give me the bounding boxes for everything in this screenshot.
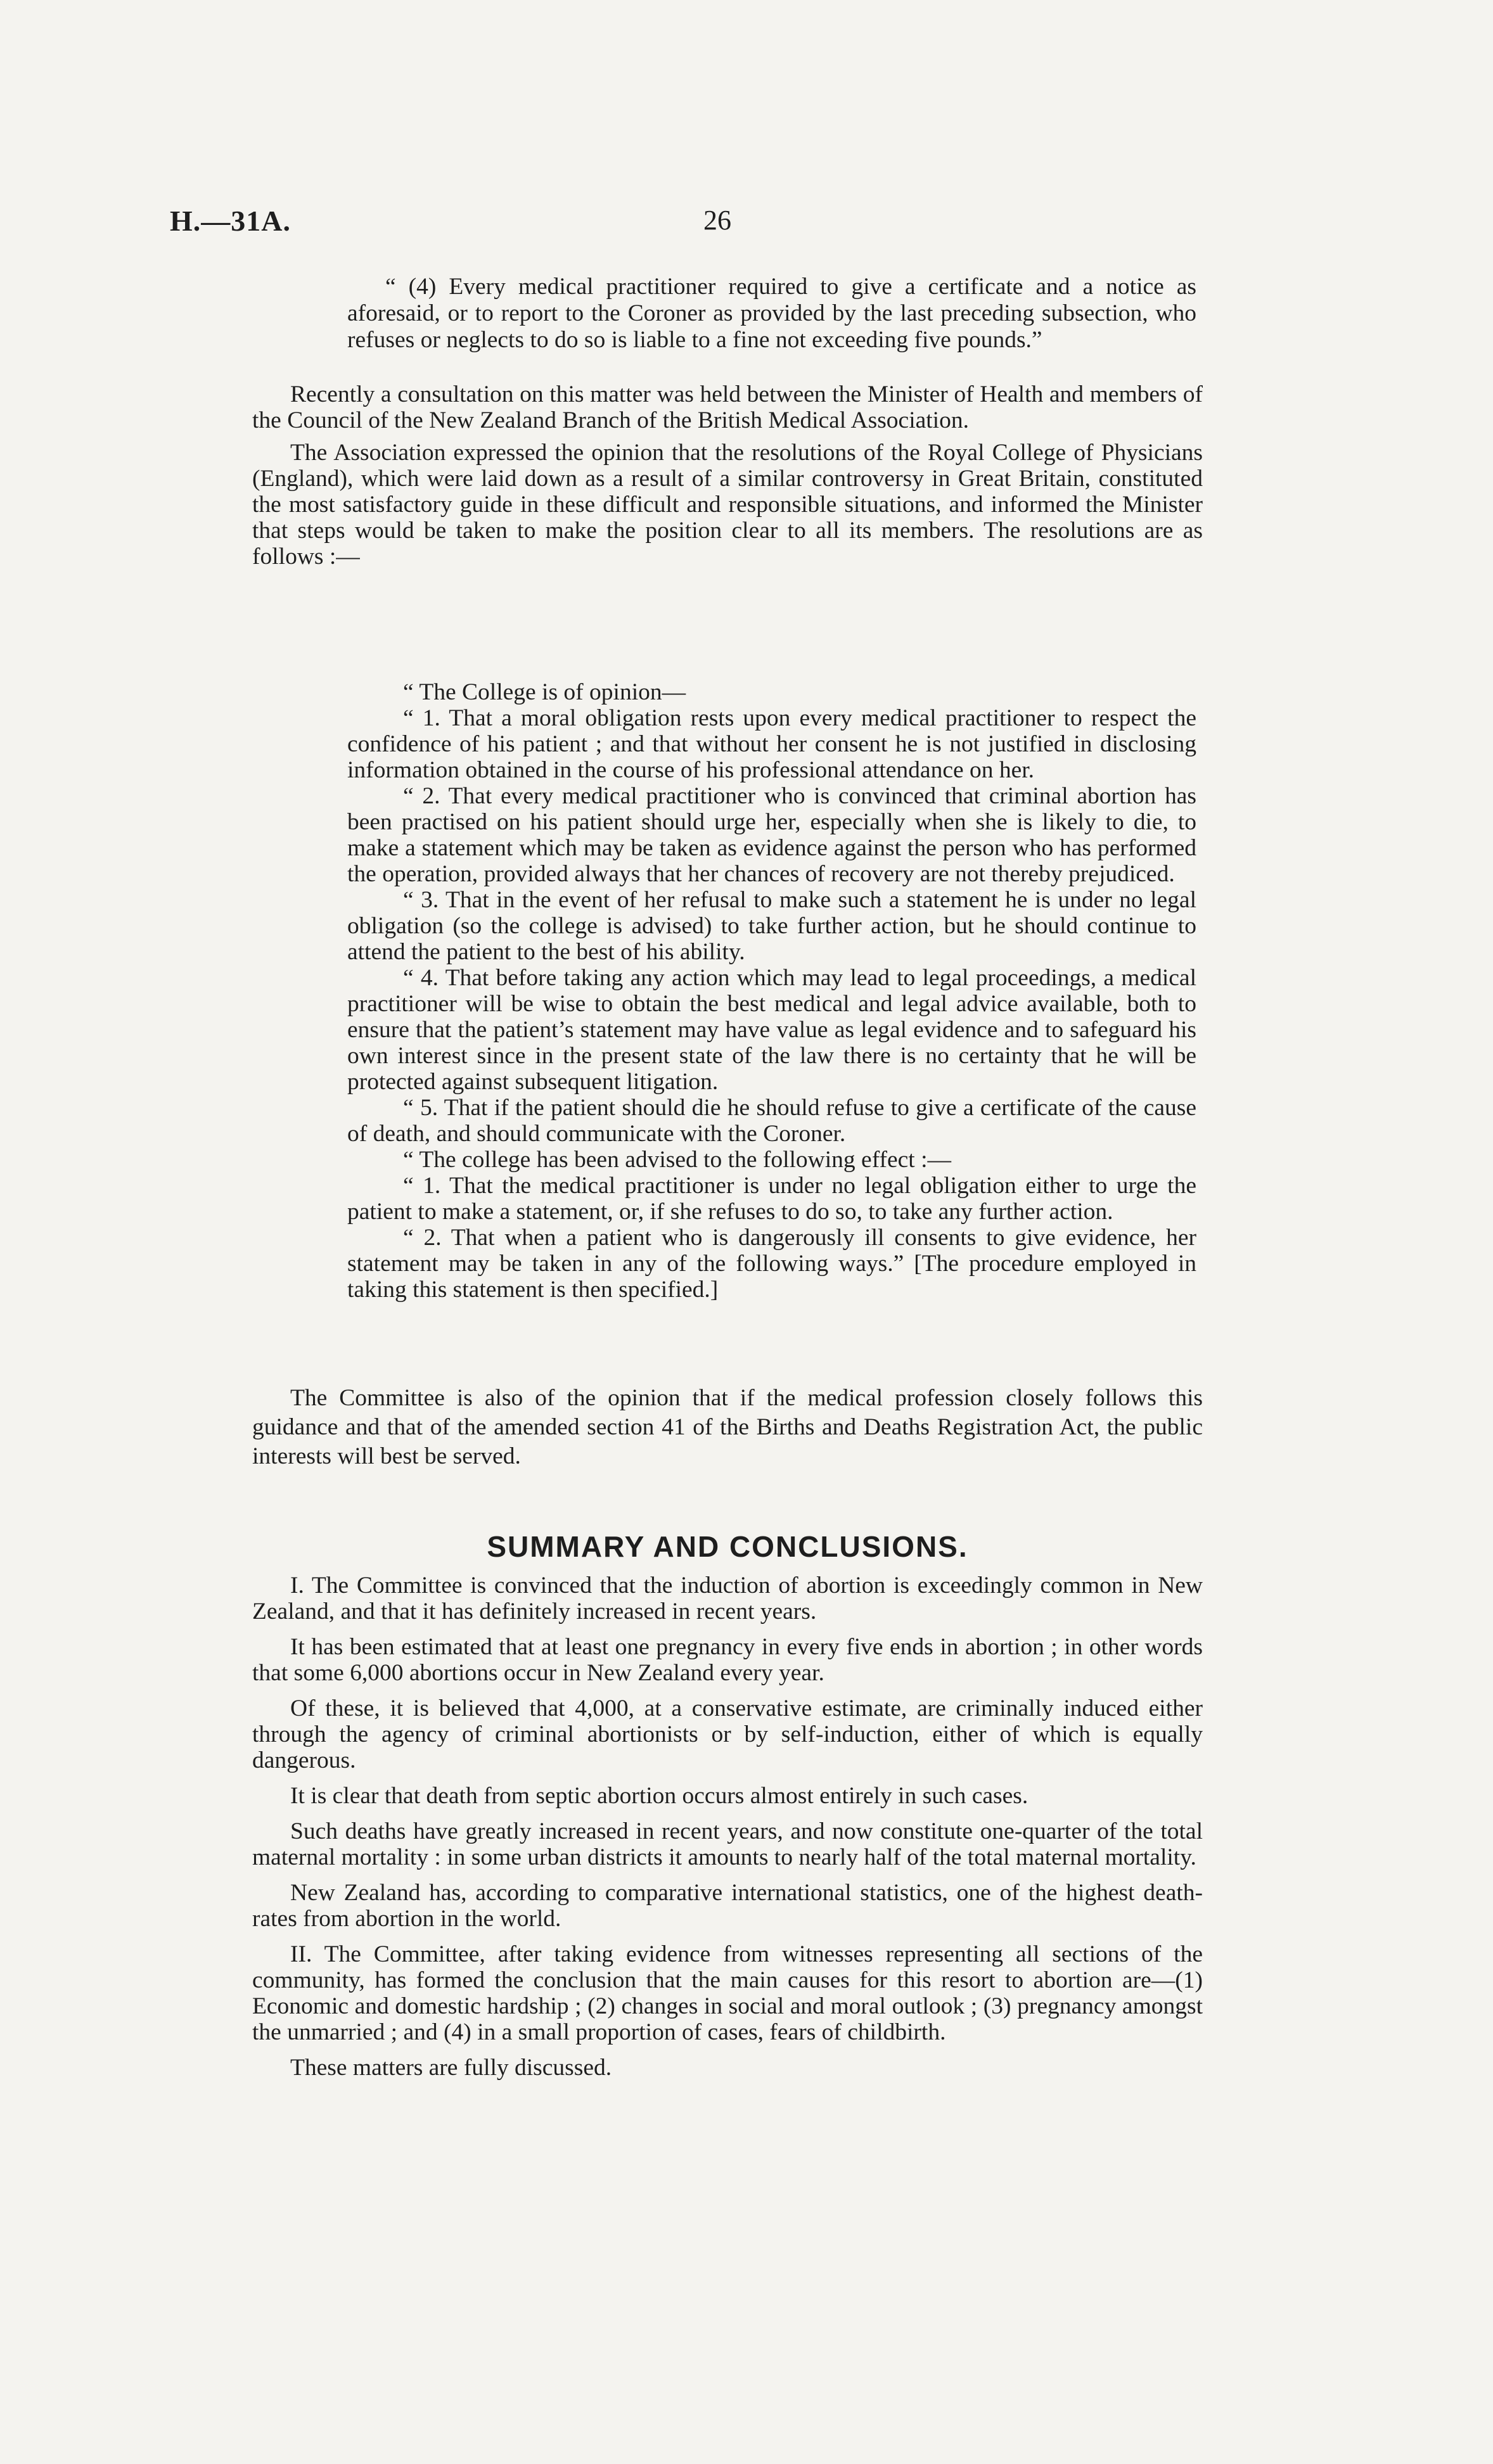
summary-section bbox=[252, 1573, 1203, 2090]
quote-paragraph: “ (4) Every medical practitioner required to give a certificate and a notice as aforesaid, or to report to the Coroner as provided by the last preceding subsection, who refuses or neglects to do so is liable to a fine not exceeding five pounds.” bbox=[347, 274, 1196, 353]
summary-paragraph: Of these, it is believed that 4,000, at a conservative estimate, are criminally induced either through the agency of criminal abortionists or by self-induction, either of which is equally dangerous. bbox=[252, 1695, 1203, 1773]
resolution-item: “ The College is of opinion— bbox=[403, 679, 686, 705]
document-reference: H.—31A. bbox=[170, 205, 291, 237]
resolution-item: “ 2. That when a patient who is dangerously ill consents to give evidence, her statement may be taken in any of the following ways.” [The procedure employed in taking this statement is then specified.] bbox=[347, 1225, 1196, 1303]
consultation-section bbox=[252, 381, 1203, 576]
summary-paragraph: New Zealand has, according to comparative international statistics, one of the highest death-rates from abortion in the world. bbox=[252, 1880, 1203, 1932]
body-paragraph: The Association expressed the opinion that the resolutions of the Royal College of Physicians (England), which were laid down as a result of a similar controversy in Great Britain, constituted the most satisfactory guide in these difficult and responsible situations, and informed the Minister that steps would be taken to make the position clear to all its members. The resolutions are as follows :— bbox=[252, 440, 1203, 570]
body-paragraph: The Committee is also of the opinion that if the medical profession closely follows this guidance and that of the amended section 41 of the Births and Deaths Registration Act, the public interests will best be served. bbox=[252, 1385, 1203, 1469]
summary-paragraph: It has been estimated that at least one pregnancy in every five ends in abortion ; in other words that some 6,000 abortions occur in New Zealand every year. bbox=[252, 1634, 1203, 1686]
quoted-subsection bbox=[347, 274, 1196, 354]
resolution-item: “ 2. That every medical practitioner who is convinced that criminal abortion has been practised on his patient should urge her, especially when she is likely to die, to make a statement which may be taken as evidence against the person who has performed the operation, provided always that her chances of recovery are not thereby prejudiced. bbox=[347, 783, 1196, 887]
resolution-item: “ 5. That if the patient should die he should refuse to give a certificate of the cause of death, and should communicate with the Coroner. bbox=[347, 1095, 1196, 1147]
college-resolutions bbox=[347, 679, 1196, 1303]
committee-opinion bbox=[252, 1384, 1203, 1471]
summary-paragraph: I. The Committee is convinced that the induction of abortion is exceedingly common in New Zealand, and that it has definitely increased in recent years. bbox=[252, 1573, 1203, 1625]
summary-paragraph: II. The Committee, after taking evidence from witnesses representing all sections of the community, has formed the conclusion that the main causes for this resort to abortion are—(1) Economic and domestic hardship ; (2) changes in social and moral outlook ; (3) pregnancy amongst the unmarried ; and (4) in a small proportion of cases, fears of childbirth. bbox=[252, 1941, 1203, 2045]
summary-paragraph: It is clear that death from septic abortion occurs almost entirely in such cases. bbox=[290, 1783, 1028, 1809]
body-paragraph: Recently a consultation on this matter was held between the Minister of Health and members of the Council of the New Zealand Branch of the British Medical Association. bbox=[252, 381, 1203, 433]
resolution-item: “ 1. That a moral obligation rests upon every medical practitioner to respect the confidence of his patient ; and that without her consent he is not justified in disclosing information obtained in the course of his professional attendance on her. bbox=[347, 705, 1196, 783]
resolution-item: “ 4. That before taking any action which may lead to legal proceedings, a medical practitioner will be wise to obtain the best medical and legal advice available, both to ensure that the patient’s statement may have value as legal evidence and to safeguard his own interest since in the present state of the law there is no certainty that he will be protected against subsequent litigation. bbox=[347, 965, 1196, 1095]
section-heading: SUMMARY AND CONCLUSIONS. bbox=[487, 1530, 968, 1563]
summary-paragraph: These matters are fully discussed. bbox=[290, 2055, 612, 2081]
summary-paragraph: Such deaths have greatly increased in recent years, and now constitute one-quarter of the total maternal mortality : in some urban districts it amounts to nearly half of the total maternal mortality. bbox=[252, 1818, 1203, 1870]
resolution-item: “ 1. That the medical practitioner is under no legal obligation either to urge the patient to make a statement, or, if she refuses to do so, to take any further action. bbox=[347, 1173, 1196, 1225]
resolution-item: “ 3. That in the event of her refusal to make such a statement he is under no legal obligation (so the college is advised) to take further action, but he should continue to attend the patient to the best of his ability. bbox=[347, 887, 1196, 965]
resolution-item: “ The college has been advised to the following effect :— bbox=[403, 1147, 951, 1173]
page-number: 26 bbox=[703, 205, 731, 236]
